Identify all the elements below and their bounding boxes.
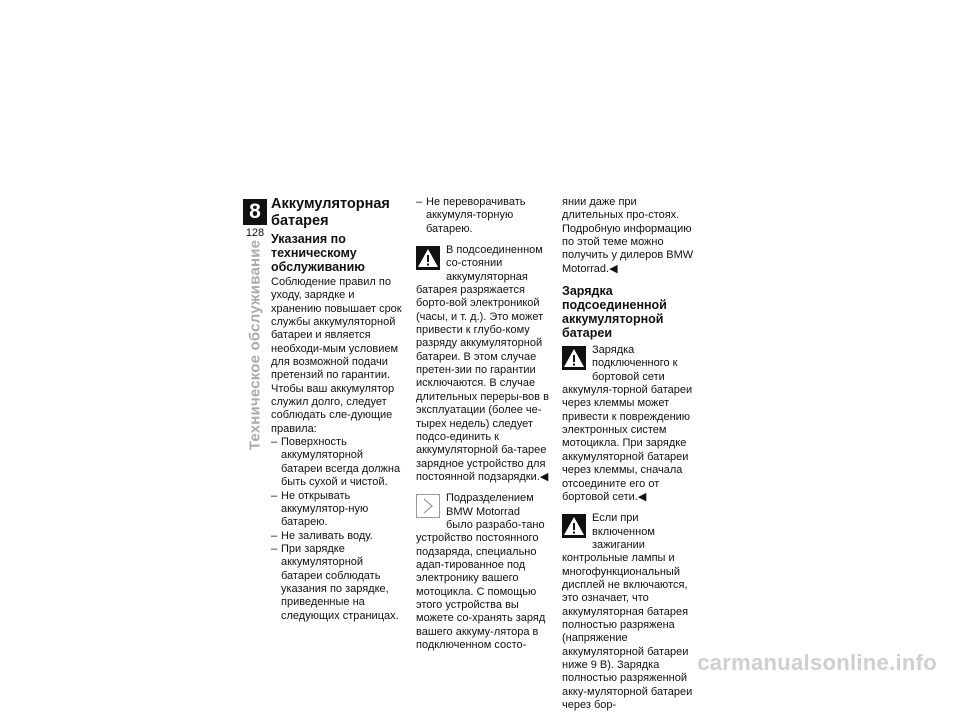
warning-block xyxy=(562,512,699,712)
warning-icon xyxy=(562,514,586,538)
warning-text: Зарядка подключенного к бортовой сети аккумуля-торной батареи через клеммы может привести к повреждению электронных систем мотоцикла. При зарядке аккумуляторной батареи через клеммы, сначала отсоедините его от бортовой сети.◀ xyxy=(562,344,693,503)
chapter-number: 8 xyxy=(243,199,267,225)
page-number: 128 xyxy=(245,227,265,239)
footer xyxy=(0,650,960,679)
warning-block xyxy=(562,344,699,504)
list-item: – Не заливать воду. xyxy=(271,530,403,543)
column-2 xyxy=(416,196,549,652)
list-item: – При зарядке аккумуляторной батареи соблюдать указания по зарядке, приведенные на следующих страницах. xyxy=(271,543,403,623)
warning-icon xyxy=(416,246,440,270)
warning-icon xyxy=(562,346,586,370)
note-icon xyxy=(416,494,440,518)
column-1 xyxy=(271,196,403,623)
continued-paragraph: янии даже при длительных про-стоях. Подробную информацию по этой теме можно получить у дилеров BMW Motorrad.◀ xyxy=(562,196,694,275)
warning-block xyxy=(416,244,549,484)
warning-text: В подсоединенном со-стоянии аккумуляторная батарея разряжается борто-вой электроникой (часы, и т. д.). Это может привести к глубо-кому разряду аккумуляторной батареи. В этом случае претен-зии по гарантии исключаются. В случае длительных переры-вов в эксплуатации (более че-тырех недель) следует подсо-единить к аккумуляторной ба-тарее зарядное устройство для постоянной подзарядки.◀ xyxy=(416,244,549,483)
intro-paragraph: Соблюдение правил по уходу, зарядке и хранению повышает срок службы аккумуляторной батареи и является необходи-мым условием для возможной подачи претензий по гарантии. Чтобы ваш аккумулятор служил долго, следует соблюдать сле-дующие правила: xyxy=(271,276,402,435)
warning-text: Если при включенном зажигании контрольные лампы и многофункциональный дисплей не включаются, это означает, что аккумуляторная батарея полностью разряжена (напряжение аккумуляторной батареи ниже 9 В). Зарядка полностью разряженной акку-муляторной батареи через бор- xyxy=(562,512,693,711)
list-item: – Не открывать аккумулятор-ную батарею. xyxy=(271,490,403,530)
watermark: carmanualsonline.info xyxy=(697,650,937,675)
subsection-title: Зарядка подсоединенной аккумуляторной батареи xyxy=(562,284,667,341)
note-text: Подразделением BMW Motorrad было разрабо-тано устройство постоянного подзаряда, специально адап-тированное под электронику вашего мотоцикла. С помощью этого устройства вы можете со-хранять заряд вашего аккуму-лятора в подключенном состо- xyxy=(416,492,546,651)
side-chapter-label: Техническое обслуживание xyxy=(246,239,264,451)
column-3 xyxy=(562,196,699,712)
subsection-title: Указания по техническому обслуживанию xyxy=(271,232,365,274)
list-item: – Не переворачивать аккумуля-торную батарею. xyxy=(416,196,549,236)
side-chapter-tab xyxy=(241,239,269,451)
note-block xyxy=(416,492,549,652)
list-item: – Поверхность аккумуляторной батареи всегда должна быть сухой и чистой. xyxy=(271,436,403,489)
section-title: Аккумуляторная батарея xyxy=(271,196,390,229)
